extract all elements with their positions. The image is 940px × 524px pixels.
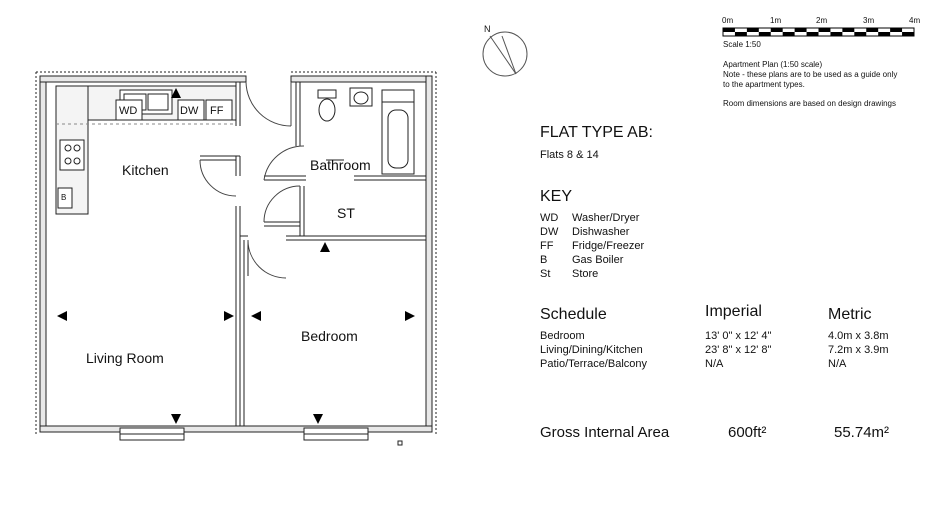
key-label-ff: Fridge/Freezer bbox=[572, 240, 645, 252]
kitchen-counter bbox=[56, 86, 236, 214]
room-label-kitchen: Kitchen bbox=[122, 162, 169, 178]
scale-bar-segment bbox=[902, 32, 914, 36]
key-label-dw: Dishwasher bbox=[572, 226, 630, 238]
appliance-label-wd: WD bbox=[119, 105, 138, 117]
schedule-row-imperial: N/A bbox=[705, 358, 724, 370]
scale-bar-segment bbox=[771, 28, 783, 32]
scale-bar-segment bbox=[866, 28, 878, 32]
schedule-col-metric: Metric bbox=[828, 306, 872, 323]
scale-tick-1: 1m bbox=[770, 16, 782, 25]
scale-bar-segment bbox=[842, 28, 854, 32]
key-heading: KEY bbox=[540, 188, 573, 205]
key-code-dw: DW bbox=[540, 226, 559, 238]
gia-metric: 55.74m² bbox=[834, 424, 890, 441]
scale-bar-segment bbox=[759, 32, 771, 36]
room-label-bathroom: Bathroom bbox=[310, 157, 371, 173]
schedule-row-metric: 7.2m x 3.9m bbox=[828, 344, 889, 356]
flat-subtitle: Flats 8 & 14 bbox=[540, 149, 599, 161]
schedule-col-imperial: Imperial bbox=[705, 303, 762, 320]
schedule-row-room: Bedroom bbox=[540, 330, 585, 342]
scale-bar-segment bbox=[723, 28, 735, 32]
note-line-3: to the apartment types. bbox=[723, 80, 805, 89]
key-code-st: St bbox=[540, 268, 551, 280]
compass-letter: N bbox=[484, 24, 491, 34]
room-label-bedroom: Bedroom bbox=[301, 328, 358, 344]
scale-bar bbox=[723, 28, 914, 36]
scale-bar-segment bbox=[747, 28, 759, 32]
gia-imperial: 600ft² bbox=[728, 424, 767, 441]
scale-bar-segment bbox=[830, 32, 842, 36]
room-label-living: Living Room bbox=[86, 350, 164, 366]
scale-tick-3: 3m bbox=[863, 16, 875, 25]
gia-label: Gross Internal Area bbox=[540, 424, 670, 441]
schedule-row-room: Living/Dining/Kitchen bbox=[540, 344, 643, 356]
schedule-row-imperial: 23' 8" x 12' 8" bbox=[705, 344, 772, 356]
scale-bar-segment bbox=[807, 32, 819, 36]
appliance-label-ff: FF bbox=[210, 105, 224, 117]
note-line-2: Note - these plans are to be used as a guide only bbox=[723, 70, 898, 79]
scale-bar-segment bbox=[854, 32, 866, 36]
appliance-label-dw: DW bbox=[180, 105, 199, 117]
schedule-row-imperial: 13' 0" x 12' 4" bbox=[705, 330, 772, 342]
scale-tick-0: 0m bbox=[722, 16, 734, 25]
key-code-b: B bbox=[540, 254, 548, 266]
scale-bar-segment bbox=[819, 28, 831, 32]
scale-bar-segment bbox=[735, 32, 747, 36]
flat-title: FLAT TYPE AB: bbox=[540, 124, 653, 141]
north-compass bbox=[483, 32, 527, 76]
key-code-wd: WD bbox=[540, 212, 559, 224]
scale-bar-segment bbox=[795, 28, 807, 32]
key-label-wd: Washer/Dryer bbox=[572, 212, 640, 224]
room-label-store: ST bbox=[337, 205, 355, 221]
note-line-4: Room dimensions are based on design drawings bbox=[723, 99, 896, 108]
key-code-ff: FF bbox=[540, 240, 554, 252]
scale-bar-segment bbox=[878, 32, 890, 36]
scale-tick-4: 4m bbox=[909, 16, 921, 25]
note-line-1: Apartment Plan (1:50 scale) bbox=[723, 60, 823, 69]
schedule-row-metric: N/A bbox=[828, 358, 847, 370]
key-label-st: Store bbox=[572, 268, 599, 280]
scale-caption: Scale 1:50 bbox=[723, 40, 761, 49]
schedule-row-room: Patio/Terrace/Balcony bbox=[540, 358, 647, 370]
scale-bar-segment bbox=[890, 28, 902, 32]
schedule-heading: Schedule bbox=[540, 306, 607, 323]
scale-bar-segment bbox=[783, 32, 795, 36]
schedule-row-metric: 4.0m x 3.8m bbox=[828, 330, 889, 342]
appliance-label-b: B bbox=[61, 193, 67, 202]
scale-tick-2: 2m bbox=[816, 16, 828, 25]
key-label-b: Gas Boiler bbox=[572, 254, 624, 266]
